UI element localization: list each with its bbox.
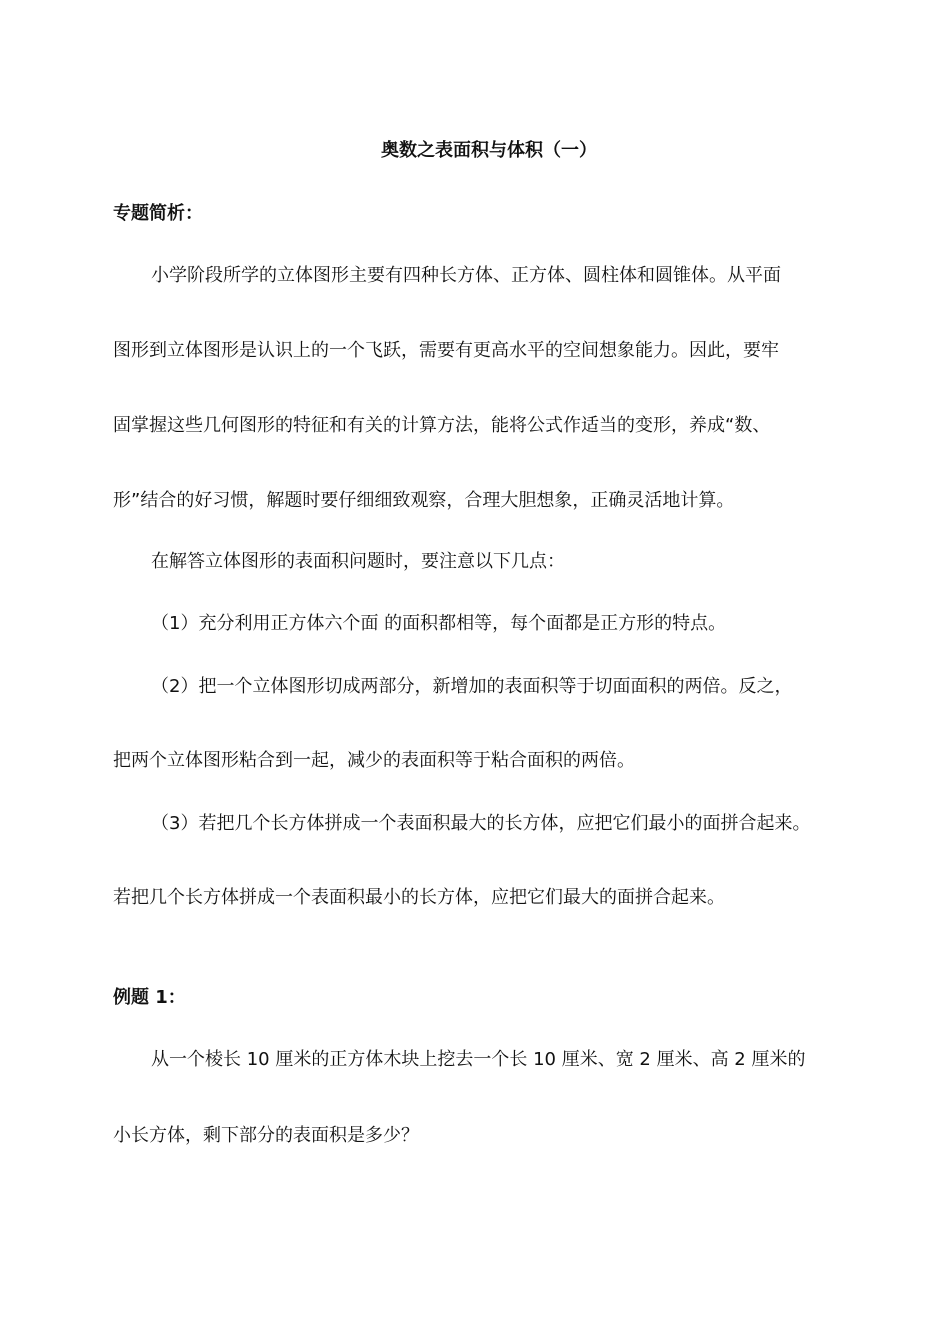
- paragraph-line: 小学阶段所学的立体图形主要有四种长方体、正方体、圆柱体和圆锥体。从平面: [151, 265, 781, 286]
- section-heading-analysis: 专题简析：: [113, 203, 203, 224]
- point-3-line: 若把几个长方体拼成一个表面积最小的长方体，应把它们最大的面拼合起来。: [113, 887, 725, 908]
- point-3-line: （3）若把几个长方体拼成一个表面积最大的长方体，应把它们最小的面拼合起来。: [151, 813, 811, 834]
- document-title: 奥数之表面积与体积（一）: [381, 140, 597, 161]
- example-text-line: 小长方体，剩下部分的表面积是多少？: [113, 1125, 419, 1146]
- point-1: （1）充分利用正方体六个面 的面积都相等，每个面都是正方形的特点。: [151, 613, 727, 634]
- example-heading: 例题 1：: [113, 987, 186, 1008]
- paragraph-line: 形”结合的好习惯，解题时要仔细细致观察，合理大胆想象，正确灵活地计算。: [113, 490, 735, 511]
- point-2-line: 把两个立体图形粘合到一起，减少的表面积等于粘合面积的两倍。: [113, 750, 635, 771]
- paragraph-line: 在解答立体图形的表面积问题时，要注意以下几点：: [151, 551, 565, 572]
- point-2-line: （2）把一个立体图形切成两部分，新增加的表面积等于切面面积的两倍。反之，: [151, 676, 793, 697]
- example-text-line: 从一个棱长 10 厘米的正方体木块上挖去一个长 10 厘米、宽 2 厘米、高 2 厘米的: [151, 1049, 806, 1070]
- paragraph-line: 固掌握这些几何图形的特征和有关的计算方法，能将公式作适当的变形，养成“数、: [113, 415, 771, 436]
- paragraph-line: 图形到立体图形是认识上的一个飞跃，需要有更高水平的空间想象能力。因此，要牢: [113, 340, 779, 361]
